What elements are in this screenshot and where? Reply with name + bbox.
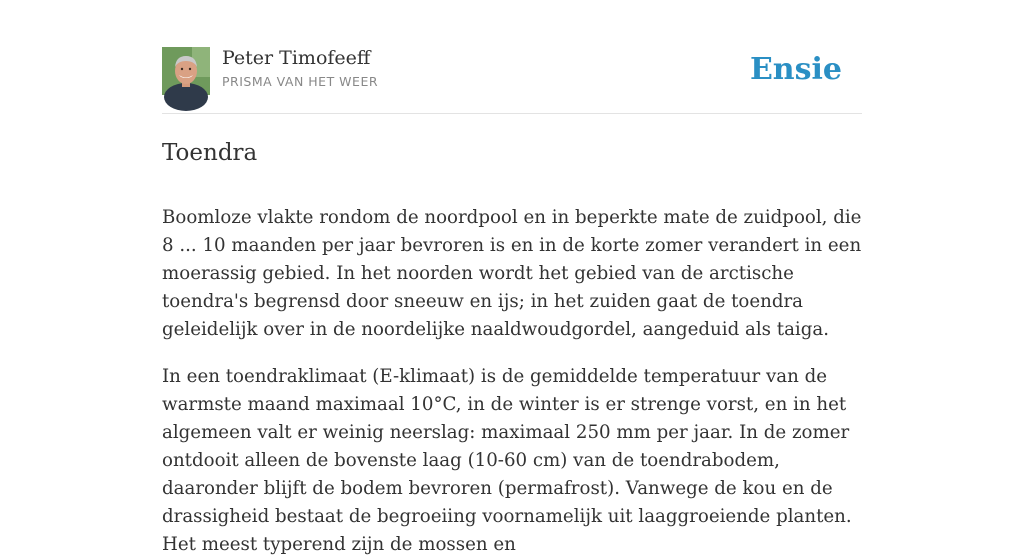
article-title: Toendra	[162, 140, 258, 166]
article-paragraph-1: Boomloze vlakte rondom de noordpool en in beperkte mate de zuidpool, die 8 ... 10 maanden per jaar bevroren is en in de korte zomer verandert in een moerassig gebied. In het noorden wordt het gebied van de arctische toendra's begrensd door sneeuw en ijs; in het zuiden gaat de toendra geleidelijk over in de noordelijke naaldwoudgordel, aangeduid als taiga.	[162, 207, 862, 340]
person-portrait-icon	[162, 47, 210, 95]
author-name[interactable]: Peter Timofeeff	[222, 47, 371, 69]
publication-name[interactable]: PRISMA VAN HET WEER	[222, 74, 379, 89]
header-divider	[162, 113, 862, 114]
brand-logo-link[interactable]: Ensie	[749, 52, 842, 87]
author-avatar[interactable]	[162, 47, 210, 95]
article-paragraph-2: In een toendraklimaat (E-klimaat) is de gemiddelde temperatuur van de warmste maand maximaal 10°C, in de winter is er strenge vorst, en in het algemeen valt er weinig neerslag: maximaal 250 mm per jaar. In de zomer ontdooit alleen de bovenste laag (10-60 cm) van de toendrabodem, daaronder blijft de bodem bevroren (permafrost). Vanwege de kou en de drassigheid bestaat de begroeiing voornamelijk uit laaggroeiende planten. Het meest typerend zijn de mossen en	[162, 366, 852, 555]
article-content	[162, 138, 866, 559]
author-header	[162, 46, 862, 96]
